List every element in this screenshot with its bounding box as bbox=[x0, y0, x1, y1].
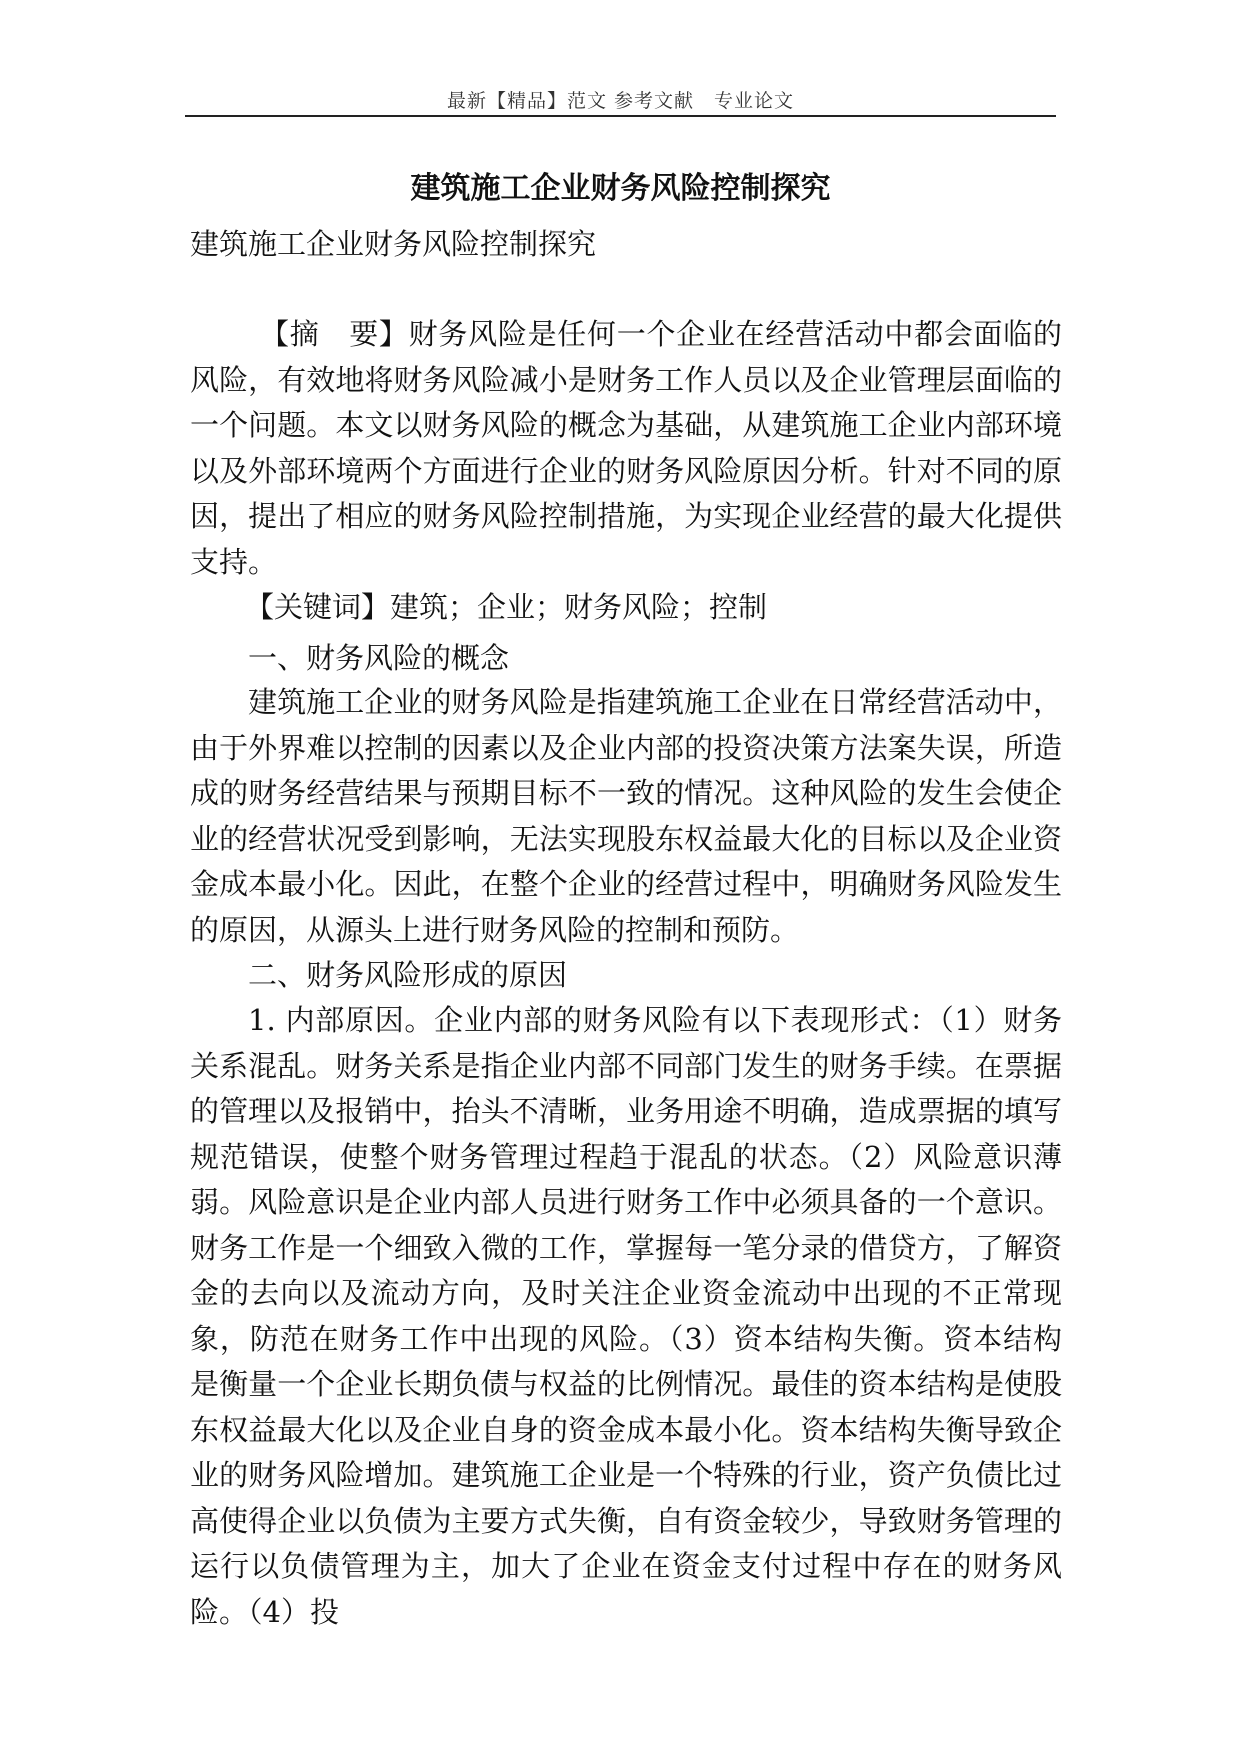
abstract-paragraph: 【摘 要】财务风险是任何一个企业在经营活动中都会面临的风险，有效地将财务风险减小是财务工作人员以及企业管理层面临的一个问题。本文以财务风险的概念为基础，从建筑施工企业内部环境以及外部环境两个方面进行企业的财务风险原因分析。针对不同的原因，提出了相应的财务风险控制措施，为实现企业经营的最大化提供支持。 bbox=[190, 317, 1062, 579]
document-subtitle: 建筑施工企业财务风险控制探究 bbox=[190, 227, 597, 261]
section-1-paragraph: 建筑施工企业的财务风险是指建筑施工企业在日常经营活动中，由于外界难以控制的因素以及企业内部的投资决策方法案失误，所造成的财务经营结果与预期目标不一致的情况。这种风险的发生会使企业的经营状况受到影响，无法实现股东权益最大化的目标以及企业资金成本最小化。因此，在整个企业的经营过程中，明确财务风险发生的原因，从源头上进行财务风险的控制和预防。 bbox=[190, 685, 1062, 947]
header-divider bbox=[185, 115, 1056, 117]
section-1-heading: 一、财务风险的概念 bbox=[248, 641, 510, 675]
section-2-paragraph: 1. 内部原因。企业内部的财务风险有以下表现形式：（1）财务关系混乱。财务关系是指企业内部不同部门发生的财务手续。在票据的管理以及报销中，抬头不清晰，业务用途不明确，造成票据的填写规范错误，使整个财务管理过程趋于混乱的状态。（2）风险意识薄弱。风险意识是企业内部人员进行财务工作中必须具备的一个意识。财务工作是一个细致入微的工作，掌握每一笔分录的借贷方，了解资金的去向以及流动方向，及时关注企业资金流动中出现的不正常现象，防范在财务工作中出现的风险。（3）资本结构失衡。资本结构是衡量一个企业长期负债与权益的比例情况。最佳的资本结构是使股东权益最大化以及企业自身的资金成本最小化。资本结构失衡导致企业的财务风险增加。建筑施工企业是一个特殊的行业，资产负债比过高使得企业以负债为主要方式失衡，自有资金较少，导致财务管理的运行以负债管理为主，加大了企业在资金支付过程中存在的财务风险。（4）投 bbox=[190, 1003, 1062, 1629]
section-2-heading: 二、财务风险形成的原因 bbox=[248, 958, 568, 992]
running-header: 最新【精品】范文 参考文献 专业论文 bbox=[446, 90, 795, 112]
keywords-line: 【关键词】建筑；企业；财务风险；控制 bbox=[245, 590, 768, 624]
document-title: 建筑施工企业财务风险控制探究 bbox=[410, 171, 831, 206]
